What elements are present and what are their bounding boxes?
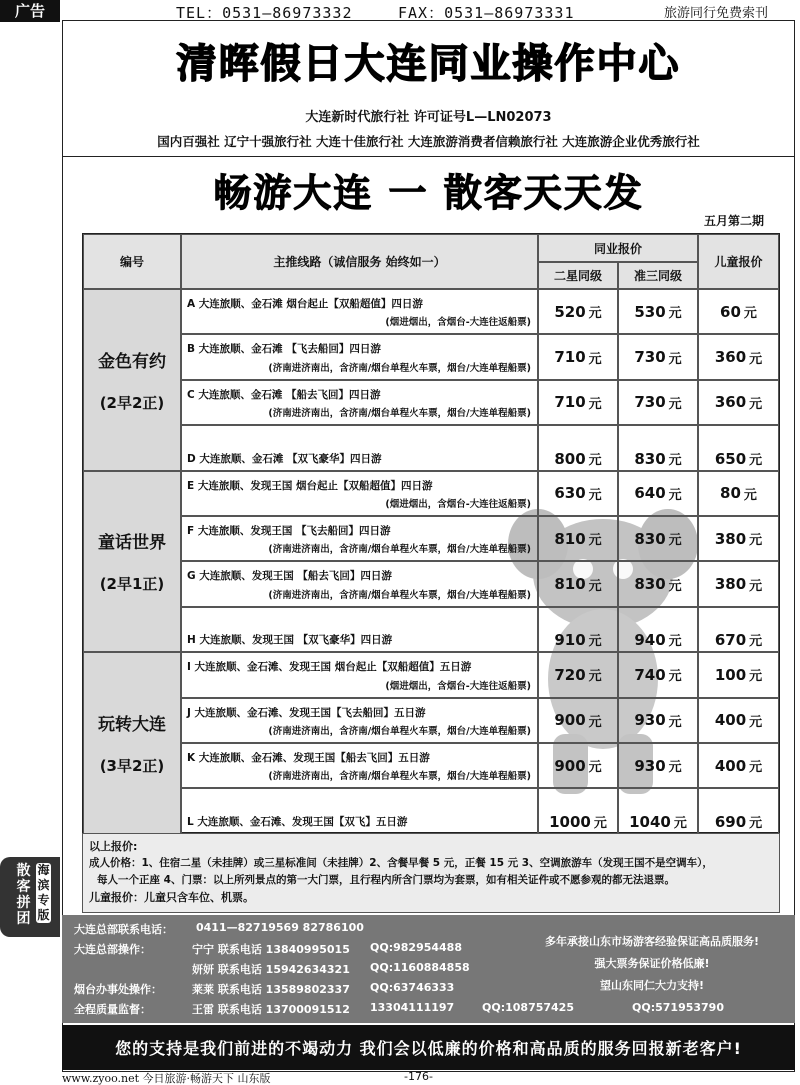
price-unit: 元: [668, 533, 682, 549]
price-child: [698, 334, 779, 379]
price-unit: 元: [588, 452, 602, 468]
price-unit: 元: [668, 634, 682, 650]
price-value: 810: [554, 575, 586, 594]
notes-heading: 以上报价:: [89, 840, 138, 853]
price-value: 710: [554, 393, 586, 412]
price-unit: 元: [668, 351, 682, 367]
quality-qq1: QQ:108757425: [482, 1001, 574, 1014]
header-no: 编号: [83, 234, 181, 289]
price-unit: 元: [588, 634, 602, 650]
price-value: 830: [634, 575, 666, 594]
price-value: 710: [554, 348, 586, 367]
price-value: 400: [714, 756, 747, 775]
route-cell: [181, 743, 538, 788]
price-3star: [618, 425, 698, 470]
route-name: K 大连旅顺、金石滩、发现王国【船去飞回】五日游: [187, 752, 430, 764]
route-cell: [181, 607, 538, 652]
price-unit: 元: [749, 351, 763, 367]
price-3star: [618, 289, 698, 334]
price-child: [698, 289, 779, 334]
price-2star: [538, 334, 618, 379]
side-tab-edition: 海滨专版: [37, 863, 50, 922]
price-unit: 元: [668, 396, 682, 412]
price-notes: [82, 833, 780, 913]
price-unit: 元: [588, 306, 602, 322]
price-value: 930: [634, 756, 666, 775]
price-2star: [538, 380, 618, 425]
quality-qq2: QQ:571953790: [632, 1001, 724, 1014]
group-meals: (2早1正): [99, 575, 165, 594]
price-value: 940: [634, 631, 666, 650]
header-child-price: 儿童报价: [698, 234, 779, 289]
route-name: L 大连旅顺、金石滩、发现王国【双飞】五日游: [187, 815, 408, 828]
price-unit: 元: [743, 487, 757, 503]
header-peer-price: 同业报价: [538, 234, 698, 262]
price-value: 810: [554, 529, 586, 548]
notes-adult-cont: 每人一个正座 4、门票：以上所列景点的第一大门票，且行程内所含门票均为套票，如有相关证件或不愿参观的都无法退票。: [97, 874, 675, 886]
slogan: 畅游大连 一 散客天天发: [213, 170, 644, 215]
price-value: 380: [714, 529, 747, 548]
op1-contact: 宁宁 联系电话 13840995015: [192, 943, 350, 956]
tel-number: TEL：0531—86973332: [176, 4, 353, 22]
route-name: E 大连旅顺、发现王国 烟台起止【双船超值】四日游: [187, 479, 433, 492]
header-route: 主推线路（诚信服务 始终如一）: [181, 234, 538, 289]
route-name: D 大连旅顺、金石滩 【双飞豪华】四日游: [187, 452, 382, 465]
group-name: 金色有约: [98, 351, 166, 372]
price-unit: 元: [668, 578, 682, 594]
price-child: [698, 788, 779, 833]
route-name: G 大连旅顺、发现王国 【船去飞回】四日游: [187, 570, 392, 583]
route-note: (济南进济南出，含济南/烟台单程火车票，烟台/大连单程船票): [268, 771, 531, 783]
promo-2: 强大票务保证价格低廉!: [594, 957, 710, 970]
price-2star: [538, 698, 618, 743]
price-value: 900: [554, 756, 586, 775]
price-value: 520: [554, 302, 586, 321]
yantai-contact: 莱莱 联系电话 13589802337: [192, 983, 350, 996]
company-title: 清晖假日大连同业操作中心: [176, 41, 681, 87]
route-note: (烟进烟出，含烟台-大连往返船票): [385, 680, 531, 692]
price-unit: 元: [749, 396, 763, 412]
price-unit: 元: [668, 306, 682, 322]
price-3star: [618, 334, 698, 379]
notes-adult: 成人价格：1、住宿二星（未挂牌）或三星标准间（未挂牌）2、含餐早餐 5 元，正餐 15 元 3、空调旅游车（发现王国不是空调车），: [89, 857, 713, 869]
price-child: [698, 425, 779, 470]
price-value: 800: [554, 449, 586, 468]
price-3star: [618, 516, 698, 561]
price-unit: 元: [588, 669, 602, 685]
quality-label: 全程质量监督：: [74, 1003, 151, 1016]
price-2star: [538, 289, 618, 334]
contact-panel: [62, 915, 795, 1023]
price-value: 1000: [549, 812, 591, 831]
price-value: 360: [714, 348, 747, 367]
price-3star: [618, 698, 698, 743]
price-3star: [618, 471, 698, 516]
price-3star: [618, 561, 698, 606]
route-name: C 大连旅顺、金石滩 【船去飞回】四日游: [187, 388, 381, 401]
yantai-label: 烟台办事处操作：: [74, 983, 162, 996]
licence-line: 大连新时代旅行社 许可证号L—LN02073: [305, 110, 552, 125]
route-name: H 大连旅顺、发现王国 【双飞豪华】四日游: [187, 634, 393, 647]
footer: [62, 1070, 795, 1085]
route-name: B 大连旅顺、金石滩 【飞去船回】四日游: [187, 343, 381, 356]
header-2star: 二星同级: [538, 262, 618, 289]
price-unit: 元: [749, 760, 763, 776]
price-value: 650: [714, 449, 747, 468]
op2-contact: 妍妍 联系电话 15942634321: [192, 963, 350, 976]
price-unit: 元: [749, 714, 763, 730]
route-note: (济南进济南出，含济南/烟台单程火车票，烟台/大连单程船票): [268, 725, 531, 737]
price-value: 1040: [629, 812, 671, 831]
header-divider: [62, 156, 795, 157]
price-value: 830: [634, 529, 666, 548]
route-group: [83, 652, 181, 834]
price-unit: 元: [588, 760, 602, 776]
price-2star: [538, 743, 618, 788]
hq-phone: 0411—82719569 82786100: [196, 921, 364, 934]
price-value: 60: [720, 302, 741, 321]
issue-label: 五月第二期: [704, 214, 765, 228]
price-value: 690: [714, 812, 747, 831]
price-unit: 元: [749, 533, 763, 549]
hq-label: 大连总部联系电话：: [74, 923, 173, 936]
price-unit: 元: [588, 396, 602, 412]
price-unit: 元: [749, 815, 763, 831]
price-child: [698, 561, 779, 606]
price-3star: [618, 607, 698, 652]
price-unit: 元: [593, 815, 607, 831]
price-value: 740: [634, 665, 666, 684]
price-value: 670: [714, 631, 747, 650]
price-2star: [538, 561, 618, 606]
price-unit: 元: [588, 714, 602, 730]
price-value: 910: [554, 631, 586, 650]
ad-tag: 广告: [0, 0, 60, 22]
price-unit: 元: [668, 760, 682, 776]
price-value: 530: [634, 302, 666, 321]
price-value: 380: [714, 575, 747, 594]
route-group: [83, 289, 181, 471]
price-child: [698, 516, 779, 561]
page-number: -176-: [404, 1070, 433, 1083]
header-3star: 准三同级: [618, 262, 698, 289]
price-value: 80: [720, 484, 741, 503]
price-2star: [538, 425, 618, 470]
price-child: [698, 698, 779, 743]
op-label: 大连总部操作：: [74, 943, 151, 956]
route-note: (烟进烟出，含烟台-大连往返船票): [385, 317, 531, 329]
price-unit: 元: [749, 578, 763, 594]
honors-line: 国内百强社 辽宁十强旅行社 大连十佳旅行社 大连旅游消费者信赖旅行社 大连旅游企业优秀旅行社: [157, 134, 700, 149]
route-cell: [181, 788, 538, 833]
price-3star: [618, 380, 698, 425]
quality-contact: 王雷 联系电话 13700091512: [192, 1003, 350, 1016]
price-unit: 元: [668, 452, 682, 468]
price-2star: [538, 652, 618, 697]
price-3star: [618, 652, 698, 697]
price-unit: 元: [743, 306, 757, 322]
price-child: [698, 743, 779, 788]
footer-site: www.zyoo.net 今日旅游·畅游天下 山东版: [62, 1072, 271, 1085]
op1-qq: QQ:982954488: [370, 941, 462, 954]
notes-child: 儿童报价：儿童只含车位、机票。: [89, 891, 254, 904]
price-2star: [538, 607, 618, 652]
promo-1: 多年承接山东市场游客经验保证高品质服务!: [544, 935, 759, 948]
route-cell: [181, 698, 538, 743]
price-value: 730: [634, 393, 666, 412]
price-child: [698, 380, 779, 425]
price-unit: 元: [588, 487, 602, 503]
route-note: (烟进烟出，含烟台-大连往返船票): [385, 498, 531, 510]
price-3star: [618, 788, 698, 833]
route-note: (济南进济南出，含济南/烟台单程火车票，烟台/大连单程船票): [268, 589, 531, 601]
price-unit: 元: [749, 452, 763, 468]
price-value: 640: [634, 484, 666, 503]
group-name: 童话世界: [98, 533, 166, 554]
price-value: 400: [714, 711, 747, 730]
price-2star: [538, 516, 618, 561]
price-unit: 元: [588, 533, 602, 549]
route-cell: [181, 425, 538, 470]
price-value: 830: [634, 449, 666, 468]
route-note: (济南进济南出，含济南/烟台单程火车票，烟台/大连单程船票): [268, 362, 531, 374]
group-meals: (3早2正): [99, 756, 165, 775]
route-cell: [181, 380, 538, 425]
price-value: 360: [714, 393, 747, 412]
quality-tel2: 13304111197: [370, 1001, 455, 1014]
price-unit: 元: [749, 634, 763, 650]
route-note: (济南进济南出，含济南/烟台单程火车票，烟台/大连单程船票): [268, 544, 531, 556]
price-unit: 元: [588, 351, 602, 367]
price-value: 930: [634, 711, 666, 730]
price-value: 720: [554, 665, 586, 684]
price-child: [698, 607, 779, 652]
fax-number: FAX：0531—86973331: [398, 4, 575, 22]
price-2star: [538, 788, 618, 833]
side-tab-label: 散客拼团: [16, 863, 31, 927]
price-value: 730: [634, 348, 666, 367]
yantai-qq: QQ:63746333: [370, 981, 455, 994]
route-name: I 大连旅顺、金石滩、发现王国 烟台起止【双船超值】五日游: [187, 661, 472, 674]
price-unit: 元: [668, 487, 682, 503]
op2-qq: QQ:1160884858: [370, 961, 470, 974]
route-cell: [181, 652, 538, 697]
route-cell: [181, 289, 538, 334]
price-2star: [538, 471, 618, 516]
price-unit: 元: [668, 714, 682, 730]
route-name: A 大连旅顺、金石滩 烟台起止【双船超值】四日游: [187, 298, 423, 310]
price-value: 630: [554, 484, 586, 503]
route-cell: [181, 471, 538, 516]
price-unit: 元: [673, 815, 687, 831]
route-cell: [181, 516, 538, 561]
side-tab: [0, 857, 60, 937]
price-unit: 元: [749, 669, 763, 685]
price-value: 100: [714, 665, 747, 684]
price-3star: [618, 743, 698, 788]
group-meals: (2早2正): [99, 393, 165, 412]
route-note: (济南进济南出，含济南/烟台单程火车票，烟台/大连单程船票): [268, 408, 531, 420]
route-cell: [181, 334, 538, 379]
free-index-note: 旅游同行免费索刊: [664, 6, 769, 21]
route-name: J 大连旅顺、金石滩、发现王国【飞去船回】五日游: [187, 706, 426, 719]
price-unit: 元: [668, 669, 682, 685]
price-unit: 元: [588, 578, 602, 594]
route-cell: [181, 561, 538, 606]
promo-3: 望山东同仁大力支持!: [599, 979, 705, 992]
route-name: F 大连旅顺、发现王国 【飞去船回】四日游: [187, 525, 391, 537]
route-group: [83, 471, 181, 653]
price-child: [698, 652, 779, 697]
price-child: [698, 471, 779, 516]
bottom-banner: 您的支持是我们前进的不竭动力 我们会以低廉的价格和高品质的服务回报新老客户!: [62, 1025, 795, 1070]
price-value: 900: [554, 711, 586, 730]
group-name: 玩转大连: [98, 714, 166, 735]
price-table: [82, 233, 780, 833]
